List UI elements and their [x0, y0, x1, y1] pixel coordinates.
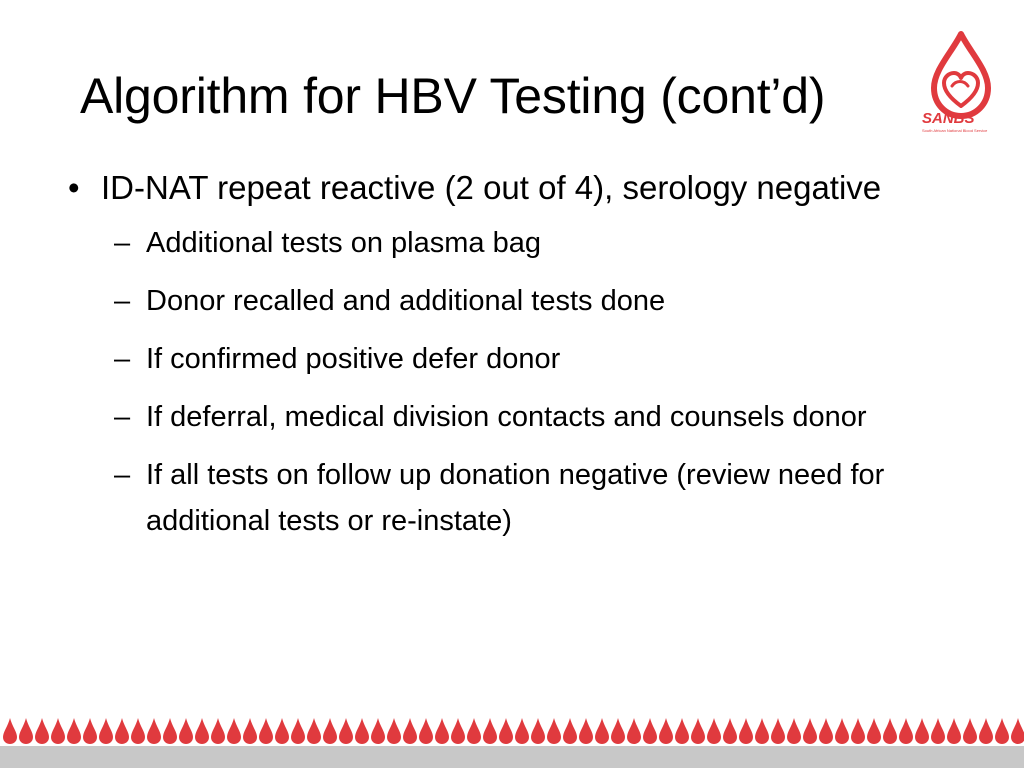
blood-drop-icon: [467, 718, 481, 744]
blood-drop-icon: [83, 718, 97, 744]
blood-drop-icon: [99, 718, 113, 744]
blood-drop-icon: [547, 718, 561, 744]
sub-bullet-item: [68, 394, 968, 440]
sub-bullet-marker: –: [114, 343, 131, 375]
blood-drop-icon: [659, 718, 673, 744]
blood-drop-icon: [611, 718, 625, 744]
blood-drop-icon: [915, 718, 929, 744]
blood-drop-icon: [563, 718, 577, 744]
bullet-marker: •: [68, 169, 80, 206]
sub-bullet-text: If all tests on follow up donation negative (review need for additional tests or re-instate): [146, 459, 885, 537]
sub-bullet-text: Donor recalled and additional tests done: [146, 285, 666, 317]
blood-drop-icon: [995, 718, 1009, 744]
blood-drop-icon: [723, 718, 737, 744]
blood-drop-icon: [595, 718, 609, 744]
blood-drop-icon: [707, 718, 721, 744]
blood-drop-icon: [403, 718, 417, 744]
sub-bullet-text: Additional tests on plasma bag: [146, 227, 541, 259]
bullet-item: [68, 166, 968, 210]
sub-bullet-item: [68, 220, 968, 266]
blood-drop-border: [0, 704, 1024, 768]
blood-drop-icon: [19, 718, 33, 744]
blood-drop-icon: [963, 718, 977, 744]
blood-drop-icon: [483, 718, 497, 744]
sub-bullet-marker: –: [114, 227, 131, 259]
logo-name: SANBS: [922, 110, 975, 127]
sub-bullet-list: [68, 220, 968, 544]
blood-drop-icon: [67, 718, 81, 744]
blood-drop-icon: [931, 718, 945, 744]
blood-drop-icon: [227, 718, 241, 744]
blood-drop-icon: [1011, 718, 1024, 744]
bullet-text: ID-NAT repeat reactive (2 out of 4), serology negative: [101, 169, 882, 206]
blood-drop-icon: [835, 718, 849, 744]
blood-drop-icon: [355, 718, 369, 744]
blood-drop-icon: [3, 718, 17, 744]
blood-drop-icon: [211, 718, 225, 744]
sub-bullet-text: If deferral, medical division contacts and counsels donor: [146, 401, 867, 433]
blood-drop-icon: [435, 718, 449, 744]
logo-tagline: South African National Blood Service: [922, 128, 988, 133]
blood-drop-icon: [451, 718, 465, 744]
blood-drop-icon: [275, 718, 289, 744]
blood-drop-icon: [243, 718, 257, 744]
blood-drop-icon: [147, 718, 161, 744]
blood-drop-icon: [307, 718, 321, 744]
sub-bullet-marker: –: [114, 285, 131, 317]
blood-drop-icon: [691, 718, 705, 744]
blood-drop-icon: [131, 718, 145, 744]
blood-drop-icon: [979, 718, 993, 744]
blood-drop-icon: [867, 718, 881, 744]
bullet-list: [68, 166, 968, 556]
blood-drop-icon: [499, 718, 513, 744]
sub-bullet-item: [68, 452, 968, 544]
blood-drop-icon: [291, 718, 305, 744]
blood-drop-icon: [259, 718, 273, 744]
blood-drop-icon: [531, 718, 545, 744]
blood-drop-icon: [899, 718, 913, 744]
blood-drop-icon: [851, 718, 865, 744]
blood-drop-icon: [739, 718, 753, 744]
blood-drop-icon: [643, 718, 657, 744]
blood-drop-icon: [515, 718, 529, 744]
blood-drop-icon: [371, 718, 385, 744]
blood-drop-icon: [323, 718, 337, 744]
blood-drop-icon: [771, 718, 785, 744]
blood-drop-icon: [947, 718, 961, 744]
blood-drop-icon: [419, 718, 433, 744]
sub-bullet-marker: –: [114, 401, 131, 433]
sub-bullet-marker: –: [114, 459, 131, 491]
slide-title: Algorithm for HBV Testing (cont’d): [80, 68, 826, 124]
blood-drop-icon: [787, 718, 801, 744]
blood-drop-icon: [387, 718, 401, 744]
blood-drop-icon: [579, 718, 593, 744]
blood-drop-icon: [163, 718, 177, 744]
blood-drop-icon: [627, 718, 641, 744]
blood-drop-icon: [755, 718, 769, 744]
footer-band: [0, 746, 1024, 768]
blood-drop-icon: [115, 718, 129, 744]
blood-drop-icon: [819, 718, 833, 744]
sub-bullet-text: If confirmed positive defer donor: [146, 343, 561, 375]
blood-drop-icon: [883, 718, 897, 744]
blood-drop-icon: [179, 718, 193, 744]
sub-bullet-item: [68, 278, 968, 324]
blood-drop-icon: [35, 718, 49, 744]
blood-drop-icon: [675, 718, 689, 744]
blood-drop-icon: [51, 718, 65, 744]
blood-drop-icon: [339, 718, 353, 744]
blood-drop-icon: [803, 718, 817, 744]
sub-bullet-item: [68, 336, 968, 382]
blood-drop-icon: [195, 718, 209, 744]
